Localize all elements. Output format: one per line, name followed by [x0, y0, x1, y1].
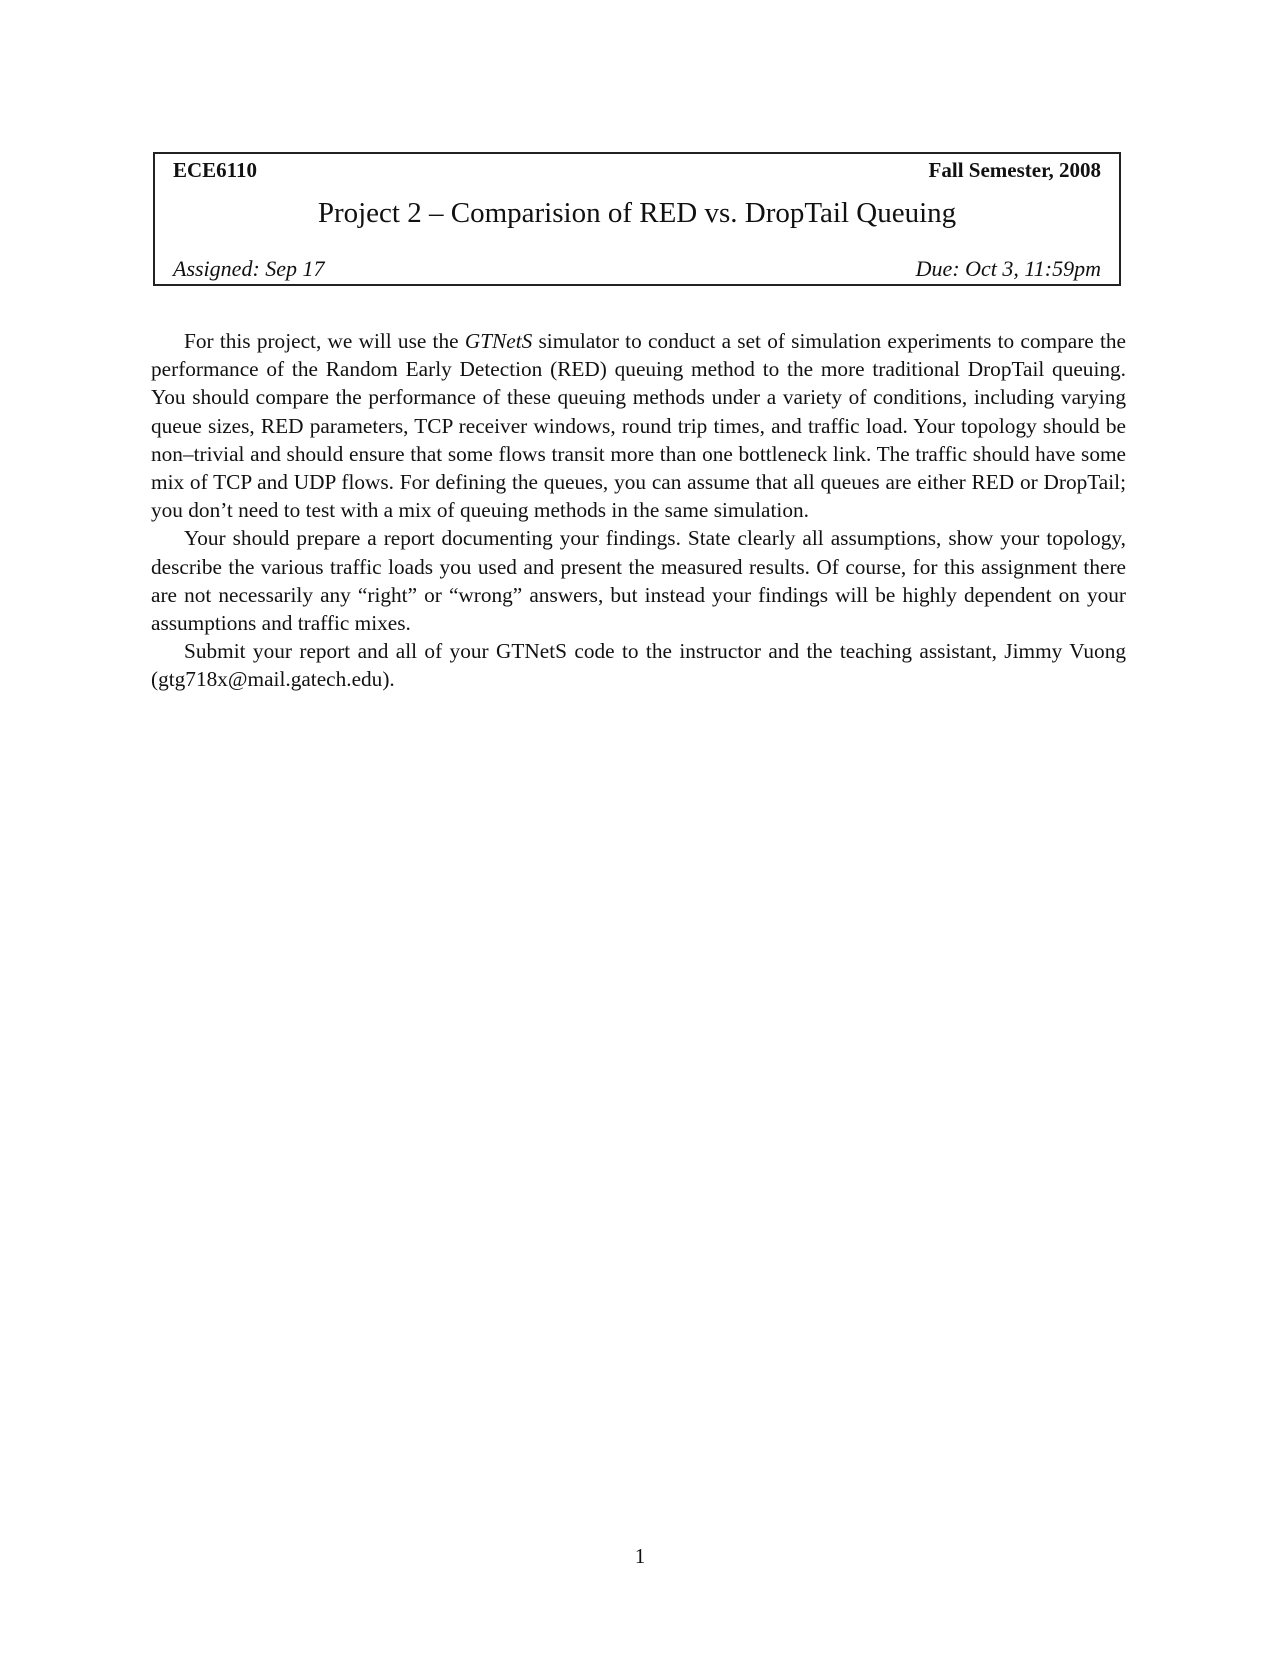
header-bottom-row [173, 256, 1101, 282]
paragraph-1 [151, 327, 1126, 524]
paragraph-2: Your should prepare a report documenting your findings. State clearly all assumptions, show your topology, describe the various traffic loads you used and present the measured results. Of course, for this assignment there are not necessarily any “right” or “wrong” answers, but instead your findings will be highly dependent on your assumptions and traffic mixes. [151, 526, 1126, 636]
document-title: Project 2 – Comparision of RED vs. DropTail Queuing [317, 197, 957, 229]
course-code: ECE6110 [173, 158, 258, 182]
paragraph-1-rest: simulator to conduct a set of simulation experiments to compare the performance of the Random Early Detection (RED) queuing method to the more traditional DropTail queuing. You should compare the performance of these queuing methods under a variety of conditions, including varying queue sizes, RED parameters, TCP receiver windows, round trip times, and traffic load. Your topology should be non–trivial and should ensure that some flows transit more than one bottleneck link. The traffic should have some mix of TCP and UDP flows. For defining the queues, you can assume that all queues are either RED or DropTail; you don’t need to test with a mix of queuing methods in the same simulation. [151, 329, 1126, 523]
paragraph-1-lead: For this project, we will use the [184, 329, 465, 353]
header-top-row [173, 158, 1101, 183]
document-body [151, 327, 1126, 694]
assigned-date: Assigned: Sep 17 [173, 256, 325, 281]
assignment-header-box [153, 152, 1121, 286]
due-date: Due: Oct 3, 11:59pm [915, 256, 1101, 281]
page-number: 1 [634, 1544, 646, 1568]
paragraph-3: Submit your report and all of your GTNetS code to the instructor and the teaching assistant, Jimmy Vuong (gtg718x@mail.gatech.edu). [151, 639, 1126, 692]
simulator-name: GTNetS [464, 329, 533, 353]
semester: Fall Semester, 2008 [928, 158, 1101, 182]
